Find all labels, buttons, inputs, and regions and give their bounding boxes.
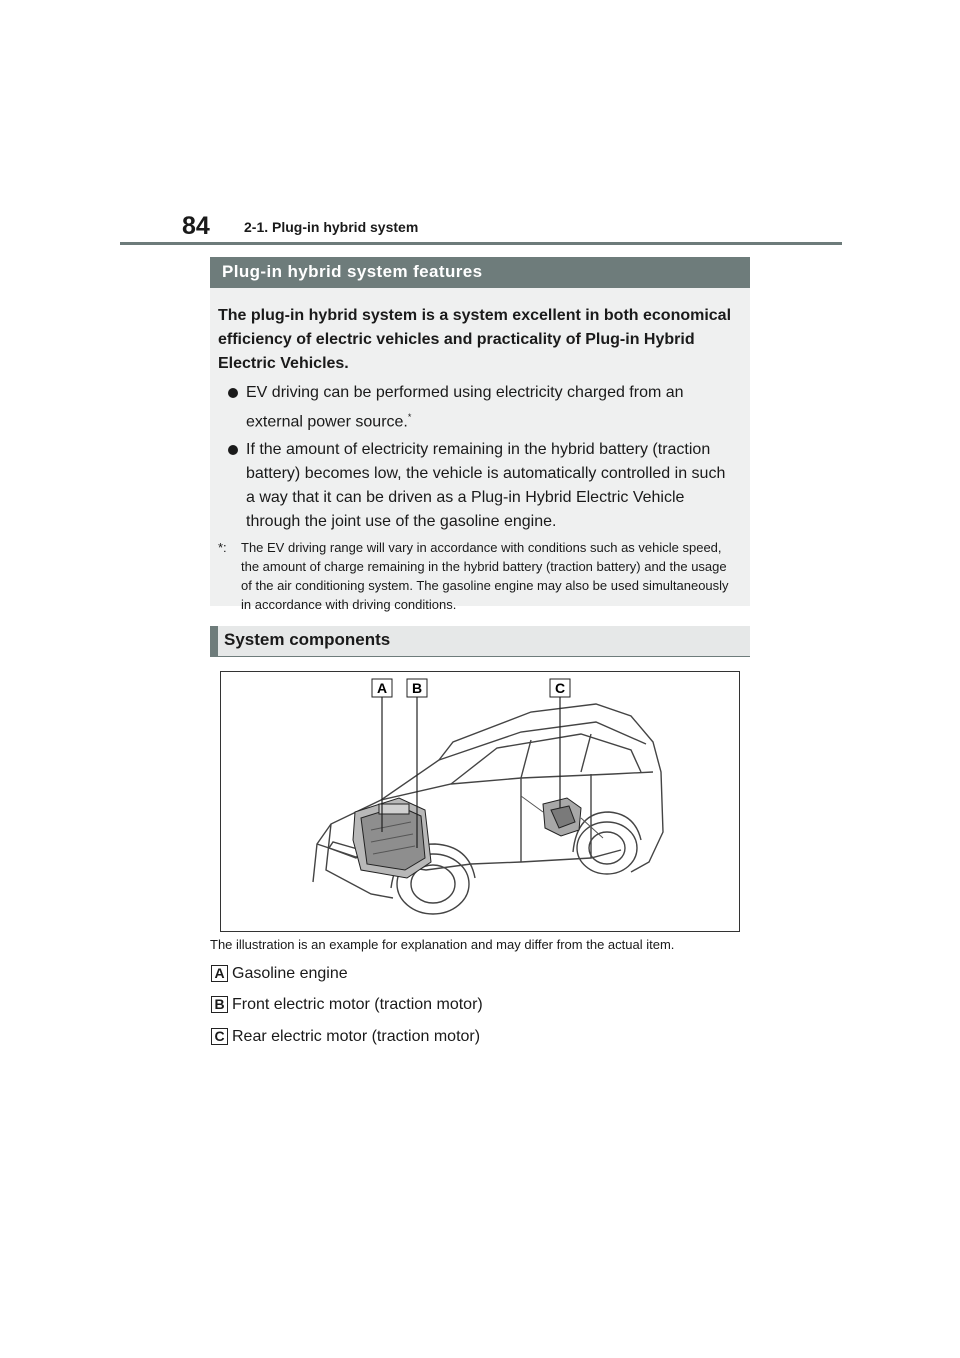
features-intro: The plug-in hybrid system is a system excellent in both economical efficiency of electric vehicles and practicality of Plug-in Hybrid Electric Vehicles. xyxy=(218,307,732,372)
svg-text:C: C xyxy=(554,680,566,696)
callout-label-c xyxy=(550,679,570,697)
svg-text:A: A xyxy=(376,680,388,696)
callout-label-b xyxy=(407,679,427,697)
legend-item-a xyxy=(211,965,348,985)
footnote xyxy=(218,538,738,614)
legend-key: A xyxy=(211,965,228,982)
section-title: 2-1. Plug-in hybrid system xyxy=(244,219,419,235)
feature-bullet xyxy=(218,438,738,534)
legend-label: Rear electric motor (traction motor) xyxy=(232,1028,481,1045)
legend-key: B xyxy=(211,996,228,1013)
legend-label: Gasoline engine xyxy=(232,965,348,982)
features-box xyxy=(210,288,750,613)
legend-key: C xyxy=(211,1028,228,1045)
components-heading-rule xyxy=(210,656,750,657)
legend-item-c xyxy=(211,1028,480,1048)
engine-block xyxy=(353,798,431,878)
illustration-caption: The illustration is an example for explanation and may differ from the actual item. xyxy=(210,937,675,952)
header-rule xyxy=(120,242,842,245)
callout-label-a xyxy=(372,679,392,697)
features-heading: Plug-in hybrid system features xyxy=(210,257,750,288)
page-number: 84 xyxy=(182,212,210,240)
bullet-dot xyxy=(228,445,238,455)
footnote-mark: *: xyxy=(218,540,227,556)
bullet-dot xyxy=(228,388,238,398)
legend-label: Front electric motor (traction motor) xyxy=(232,996,483,1013)
footnote-ref: * xyxy=(407,412,412,422)
svg-text:B: B xyxy=(411,680,423,696)
feature-bullet-text: EV driving can be performed using electricity charged from an external power source. xyxy=(246,384,684,431)
legend-item-b xyxy=(211,996,483,1016)
footnote-text: The EV driving range will vary in accordance with conditions such as vehicle speed, the amount of charge remaining in the hybrid battery (traction battery) and the usage of the air conditioning system. The gasoline engine may also be used simultaneously in accordance with driving conditions. xyxy=(241,540,729,613)
vehicle-illustration xyxy=(220,671,740,932)
vehicle-drawing xyxy=(221,672,739,931)
feature-bullet-text: If the amount of electricity remaining in the hybrid battery (traction battery) becomes low, the vehicle is automatically controlled in such a way that it can be driven as a Plug-in Hybrid Electric Vehicle through the joint use of the gasoline engine. xyxy=(246,441,726,531)
feature-bullet xyxy=(218,381,738,434)
components-heading: System components xyxy=(210,626,750,657)
